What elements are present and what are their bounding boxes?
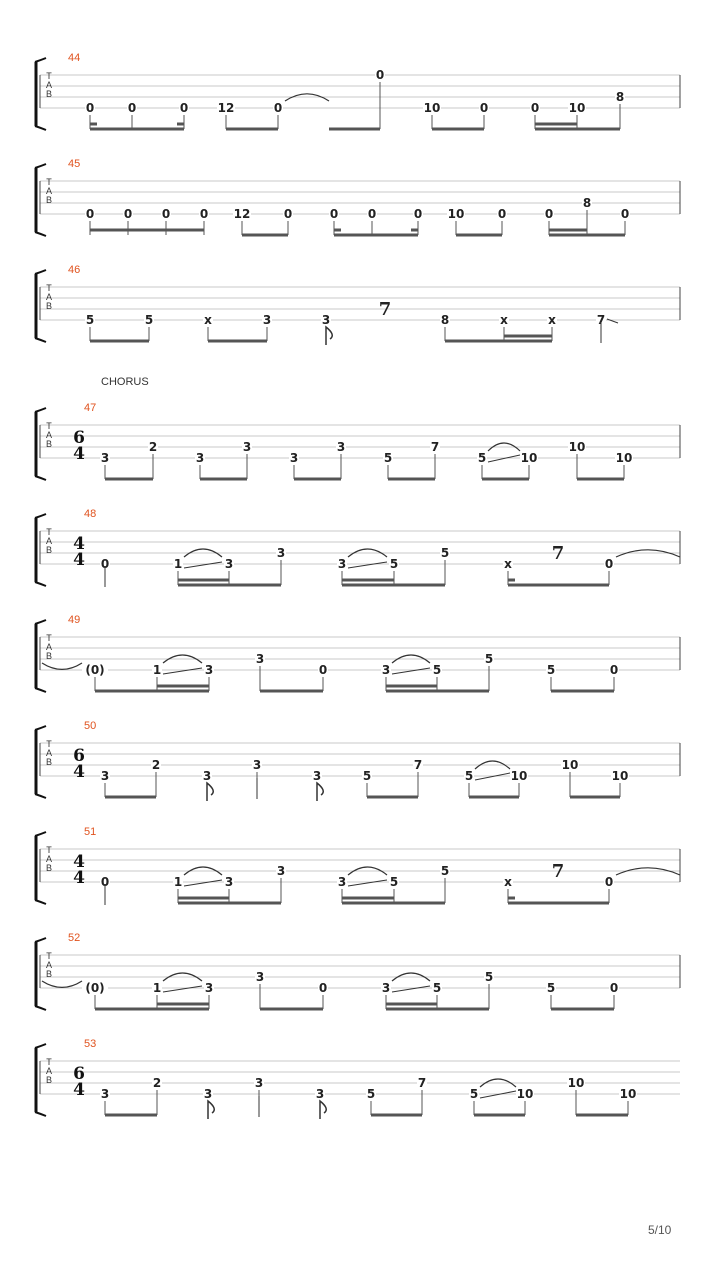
measure-number: 52: [68, 932, 81, 944]
fret-number: 5: [484, 970, 494, 984]
tab-clef-letter: B: [45, 439, 53, 449]
measure-number: 53: [84, 1038, 97, 1050]
tab-system: [35, 402, 680, 481]
bracket-bottom-hook: [35, 1112, 46, 1116]
time-signature-denominator: 4: [73, 1080, 85, 1100]
note-beam: [260, 690, 323, 693]
bracket-bottom-hook: [35, 688, 46, 692]
tab-clef-letter: A: [45, 960, 53, 970]
fret-number: 10: [567, 1076, 585, 1090]
fret-number: 0: [199, 207, 209, 221]
fret-number: 10: [423, 101, 441, 115]
fret-number: 0: [530, 101, 540, 115]
fret-number: 3: [254, 1076, 264, 1090]
note-beam: [342, 902, 445, 905]
tab-clef-letter: A: [45, 430, 53, 440]
fret-number: 10: [516, 1087, 534, 1101]
bracket-bottom-hook: [35, 338, 46, 342]
fret-number: 10: [619, 1087, 637, 1101]
fret-number: 5: [432, 663, 442, 677]
fret-number: 0: [318, 981, 328, 995]
fret-number: 10: [561, 758, 579, 772]
bracket-top-hook: [35, 1044, 46, 1048]
tab-clef-letter: B: [45, 89, 53, 99]
tab-system: [35, 614, 680, 693]
fret-number: 1: [173, 875, 183, 889]
time-signature-numerator: 6: [73, 428, 85, 448]
fret-number: x: [548, 313, 556, 327]
note-beam: [178, 579, 229, 582]
note-beam: [342, 584, 445, 587]
tab-system: [35, 1038, 680, 1119]
fret-number: 0: [544, 207, 554, 221]
fret-number: 3: [381, 981, 391, 995]
eighth-rest: 7: [551, 861, 565, 882]
fret-number: 2: [148, 440, 158, 454]
tab-clef-letter: A: [45, 1066, 53, 1076]
fret-number: 5: [464, 769, 474, 783]
tab-clef-letter: B: [45, 195, 53, 205]
fret-number: 5: [389, 557, 399, 571]
fret-number: 0: [123, 207, 133, 221]
fret-number: 3: [321, 313, 331, 327]
slide-line: [348, 880, 387, 886]
note-beam: [242, 234, 288, 237]
bracket-bottom-hook: [35, 582, 46, 586]
eighth-flag: [207, 783, 213, 801]
fret-number: 3: [195, 451, 205, 465]
beam-stub: [90, 123, 97, 126]
bracket-bottom-hook: [35, 232, 46, 236]
note-beam: [367, 796, 418, 799]
fret-number: 5: [432, 981, 442, 995]
note-beam: [157, 1003, 209, 1006]
tab-clef-letter: B: [45, 651, 53, 661]
measure-number: 51: [84, 826, 97, 838]
time-signature-numerator: 4: [73, 852, 85, 872]
measure-number: 44: [68, 52, 81, 64]
fret-number: 3: [337, 557, 347, 571]
fret-number: 8: [582, 196, 592, 210]
tab-system: [35, 158, 680, 237]
note-beam: [294, 478, 341, 481]
tab-clef-letter: T: [46, 71, 52, 81]
tab-clef-letter: T: [46, 951, 52, 961]
note-beam: [551, 690, 614, 693]
bracket-bottom-hook: [35, 1006, 46, 1010]
fret-number: 10: [447, 207, 465, 221]
bracket-bottom-hook: [35, 476, 46, 480]
fret-number: 10: [568, 440, 586, 454]
slide-line: [184, 880, 222, 886]
time-signature-denominator: 4: [73, 868, 85, 888]
note-beam: [342, 579, 394, 582]
fret-number: 0: [161, 207, 171, 221]
fret-number: 5: [85, 313, 95, 327]
tab-system: [35, 52, 680, 131]
fret-number: 10: [615, 451, 633, 465]
tab-clef-letter: B: [45, 545, 53, 555]
note-beam: [178, 902, 281, 905]
bracket-bottom-hook: [35, 794, 46, 798]
bracket-top-hook: [35, 938, 46, 942]
measure-number: 47: [84, 402, 97, 414]
fret-number: 3: [224, 875, 234, 889]
fret-number: 3: [255, 970, 265, 984]
fret-number: x: [504, 557, 512, 571]
fret-number: 3: [100, 769, 110, 783]
tab-clef-letter: B: [45, 301, 53, 311]
note-beam: [386, 690, 489, 693]
time-signature-numerator: 4: [73, 534, 85, 554]
beam-stub: [508, 897, 515, 900]
fret-number: 5: [144, 313, 154, 327]
fret-number: 3: [276, 546, 286, 560]
measure-number: 46: [68, 264, 81, 276]
fret-number: 10: [611, 769, 629, 783]
fret-number: x: [204, 313, 212, 327]
tab-clef-letter: T: [46, 421, 52, 431]
fret-number: 5: [383, 451, 393, 465]
fret-number: 3: [242, 440, 252, 454]
fret-number: 7: [413, 758, 423, 772]
note-beam: [551, 1008, 614, 1011]
fret-number: 5: [546, 981, 556, 995]
fret-number: 3: [100, 451, 110, 465]
time-signature-denominator: 4: [73, 762, 85, 782]
fret-number: 0: [497, 207, 507, 221]
eighth-rest: 7: [551, 543, 565, 564]
tab-clef-letter: T: [46, 633, 52, 643]
fret-number: 0: [85, 101, 95, 115]
section-label: CHORUS: [101, 376, 149, 388]
note-beam: [95, 1008, 209, 1011]
tab-clef-letter: B: [45, 863, 53, 873]
bracket-top-hook: [35, 408, 46, 412]
fret-number: 5: [469, 1087, 479, 1101]
tab-system: [35, 932, 680, 1011]
note-beam: [535, 128, 620, 131]
note-beam: [456, 234, 502, 237]
fret-number: 5: [546, 663, 556, 677]
fret-number: 3: [312, 769, 322, 783]
fret-number: 12: [233, 207, 251, 221]
fret-number: 0: [329, 207, 339, 221]
fret-number: 0: [604, 875, 614, 889]
note-beam: [90, 229, 204, 232]
fret-number: 5: [366, 1087, 376, 1101]
note-beam: [504, 335, 552, 338]
tab-clef-letter: A: [45, 186, 53, 196]
fret-number: 7: [596, 313, 606, 327]
fret-number: 3: [100, 1087, 110, 1101]
tab-system: [35, 508, 680, 587]
fret-number: 3: [289, 451, 299, 465]
note-beam: [577, 478, 624, 481]
beam-stub: [508, 579, 515, 582]
beam-stub: [177, 123, 184, 126]
note-beam: [576, 1114, 628, 1117]
fret-number: 3: [204, 663, 214, 677]
fret-number: 3: [262, 313, 272, 327]
tab-system: [35, 720, 680, 801]
bracket-bottom-hook: [35, 126, 46, 130]
note-beam: [342, 897, 394, 900]
fret-number: 7: [417, 1076, 427, 1090]
fret-number: 10: [520, 451, 538, 465]
beam-stub: [411, 229, 418, 232]
note-beam: [105, 796, 156, 799]
fret-number: 3: [203, 1087, 213, 1101]
time-signature-numerator: 6: [73, 1064, 85, 1084]
fret-number: x: [500, 313, 508, 327]
fret-number: 1: [152, 663, 162, 677]
tie-arc: [42, 663, 82, 669]
fret-number: 0: [100, 875, 110, 889]
bracket-top-hook: [35, 620, 46, 624]
tab-clef-letter: T: [46, 845, 52, 855]
note-beam: [469, 796, 519, 799]
note-beam: [474, 1114, 525, 1117]
fret-number: 0: [318, 663, 328, 677]
tab-clef-letter: B: [45, 757, 53, 767]
fret-number: (0): [85, 981, 105, 995]
tab-clef-letter: A: [45, 292, 53, 302]
note-beam: [208, 340, 267, 343]
bracket-top-hook: [35, 514, 46, 518]
fret-number: 0: [127, 101, 137, 115]
fret-number: 3: [252, 758, 262, 772]
note-beam: [178, 897, 229, 900]
slide-line: [163, 668, 202, 674]
tab-clef-letter: T: [46, 1057, 52, 1067]
note-beam: [105, 478, 153, 481]
fret-number: 5: [389, 875, 399, 889]
note-beam: [535, 123, 577, 126]
fret-number: 3: [336, 440, 346, 454]
fret-number: 0: [375, 68, 385, 82]
fret-number: 0: [609, 981, 619, 995]
fret-number: 0: [179, 101, 189, 115]
note-beam: [508, 584, 609, 587]
note-beam: [386, 1003, 437, 1006]
tie-arc: [42, 981, 82, 987]
measure-number: 45: [68, 158, 81, 170]
tab-clef-letter: A: [45, 748, 53, 758]
fret-number: 0: [604, 557, 614, 571]
fret-number: 5: [440, 546, 450, 560]
tab-clef-letter: B: [45, 1075, 53, 1085]
fret-number: 0: [413, 207, 423, 221]
fret-number: 1: [152, 981, 162, 995]
measure-number: 50: [84, 720, 97, 732]
note-beam: [90, 128, 184, 131]
slide-line: [392, 986, 430, 992]
fret-number: 3: [204, 981, 214, 995]
fret-number: 5: [440, 864, 450, 878]
note-beam: [329, 128, 380, 131]
fret-number: 5: [362, 769, 372, 783]
tab-clef-letter: A: [45, 642, 53, 652]
note-beam: [445, 340, 552, 343]
fret-number: 0: [273, 101, 283, 115]
note-beam: [334, 234, 418, 237]
eighth-flag: [326, 327, 332, 345]
tab-clef-letter: T: [46, 283, 52, 293]
fret-number: 3: [315, 1087, 325, 1101]
fret-number: 3: [224, 557, 234, 571]
tab-clef-letter: T: [46, 177, 52, 187]
fret-number: 0: [609, 663, 619, 677]
measure-number: 48: [84, 508, 97, 520]
fret-number: 3: [381, 663, 391, 677]
slide-line: [184, 562, 222, 568]
tab-clef-letter: B: [45, 969, 53, 979]
beam-stub: [334, 229, 341, 232]
fret-number: 0: [100, 557, 110, 571]
note-beam: [570, 796, 620, 799]
note-beam: [226, 128, 278, 131]
fret-number: 0: [85, 207, 95, 221]
note-beam: [482, 478, 529, 481]
note-beam: [105, 1114, 157, 1117]
tab-clef-letter: T: [46, 739, 52, 749]
bracket-top-hook: [35, 58, 46, 62]
fret-number: 5: [484, 652, 494, 666]
tab-system: [35, 826, 680, 905]
note-beam: [90, 340, 149, 343]
time-signature-denominator: 4: [73, 444, 85, 464]
note-beam: [508, 902, 609, 905]
eighth-flag: [317, 783, 323, 801]
note-beam: [260, 1008, 323, 1011]
fret-number: 10: [568, 101, 586, 115]
note-beam: [371, 1114, 422, 1117]
note-beam: [549, 229, 587, 232]
note-beam: [386, 1008, 489, 1011]
time-signature-denominator: 4: [73, 550, 85, 570]
fret-number: 3: [255, 652, 265, 666]
fret-number: 1: [173, 557, 183, 571]
fret-number: 7: [430, 440, 440, 454]
fret-number: 0: [283, 207, 293, 221]
fret-number: 0: [479, 101, 489, 115]
fret-number: 2: [152, 1076, 162, 1090]
slide-line: [348, 562, 387, 568]
bracket-top-hook: [35, 164, 46, 168]
bracket-top-hook: [35, 832, 46, 836]
slide-line: [163, 986, 202, 992]
tab-clef-letter: A: [45, 536, 53, 546]
bracket-top-hook: [35, 270, 46, 274]
fret-number: 3: [337, 875, 347, 889]
note-beam: [432, 128, 484, 131]
tab-clef-letter: T: [46, 527, 52, 537]
note-beam: [386, 685, 437, 688]
fret-number: 0: [620, 207, 630, 221]
fret-number: 5: [477, 451, 487, 465]
measure-number: 49: [68, 614, 81, 626]
fret-number: 0: [367, 207, 377, 221]
note-beam: [178, 584, 281, 587]
bracket-top-hook: [35, 726, 46, 730]
eighth-rest: 7: [378, 299, 392, 320]
eighth-flag: [320, 1101, 326, 1119]
fret-number: 8: [440, 313, 450, 327]
fret-number: 3: [202, 769, 212, 783]
tab-clef-letter: A: [45, 854, 53, 864]
fret-number: 10: [510, 769, 528, 783]
slide-line: [392, 668, 430, 674]
note-beam: [549, 234, 625, 237]
tab-system: [35, 264, 680, 345]
time-signature-numerator: 6: [73, 746, 85, 766]
fret-number: (0): [85, 663, 105, 677]
fret-number: 3: [276, 864, 286, 878]
note-beam: [95, 690, 209, 693]
note-beam: [157, 685, 209, 688]
fret-number: x: [504, 875, 512, 889]
note-beam: [200, 478, 247, 481]
bracket-bottom-hook: [35, 900, 46, 904]
fret-number: 8: [615, 90, 625, 104]
fret-number: 2: [151, 758, 161, 772]
fret-number: 12: [217, 101, 235, 115]
eighth-flag: [208, 1101, 214, 1119]
tab-clef-letter: A: [45, 80, 53, 90]
note-beam: [388, 478, 435, 481]
page-number: 5/10: [648, 1223, 672, 1237]
